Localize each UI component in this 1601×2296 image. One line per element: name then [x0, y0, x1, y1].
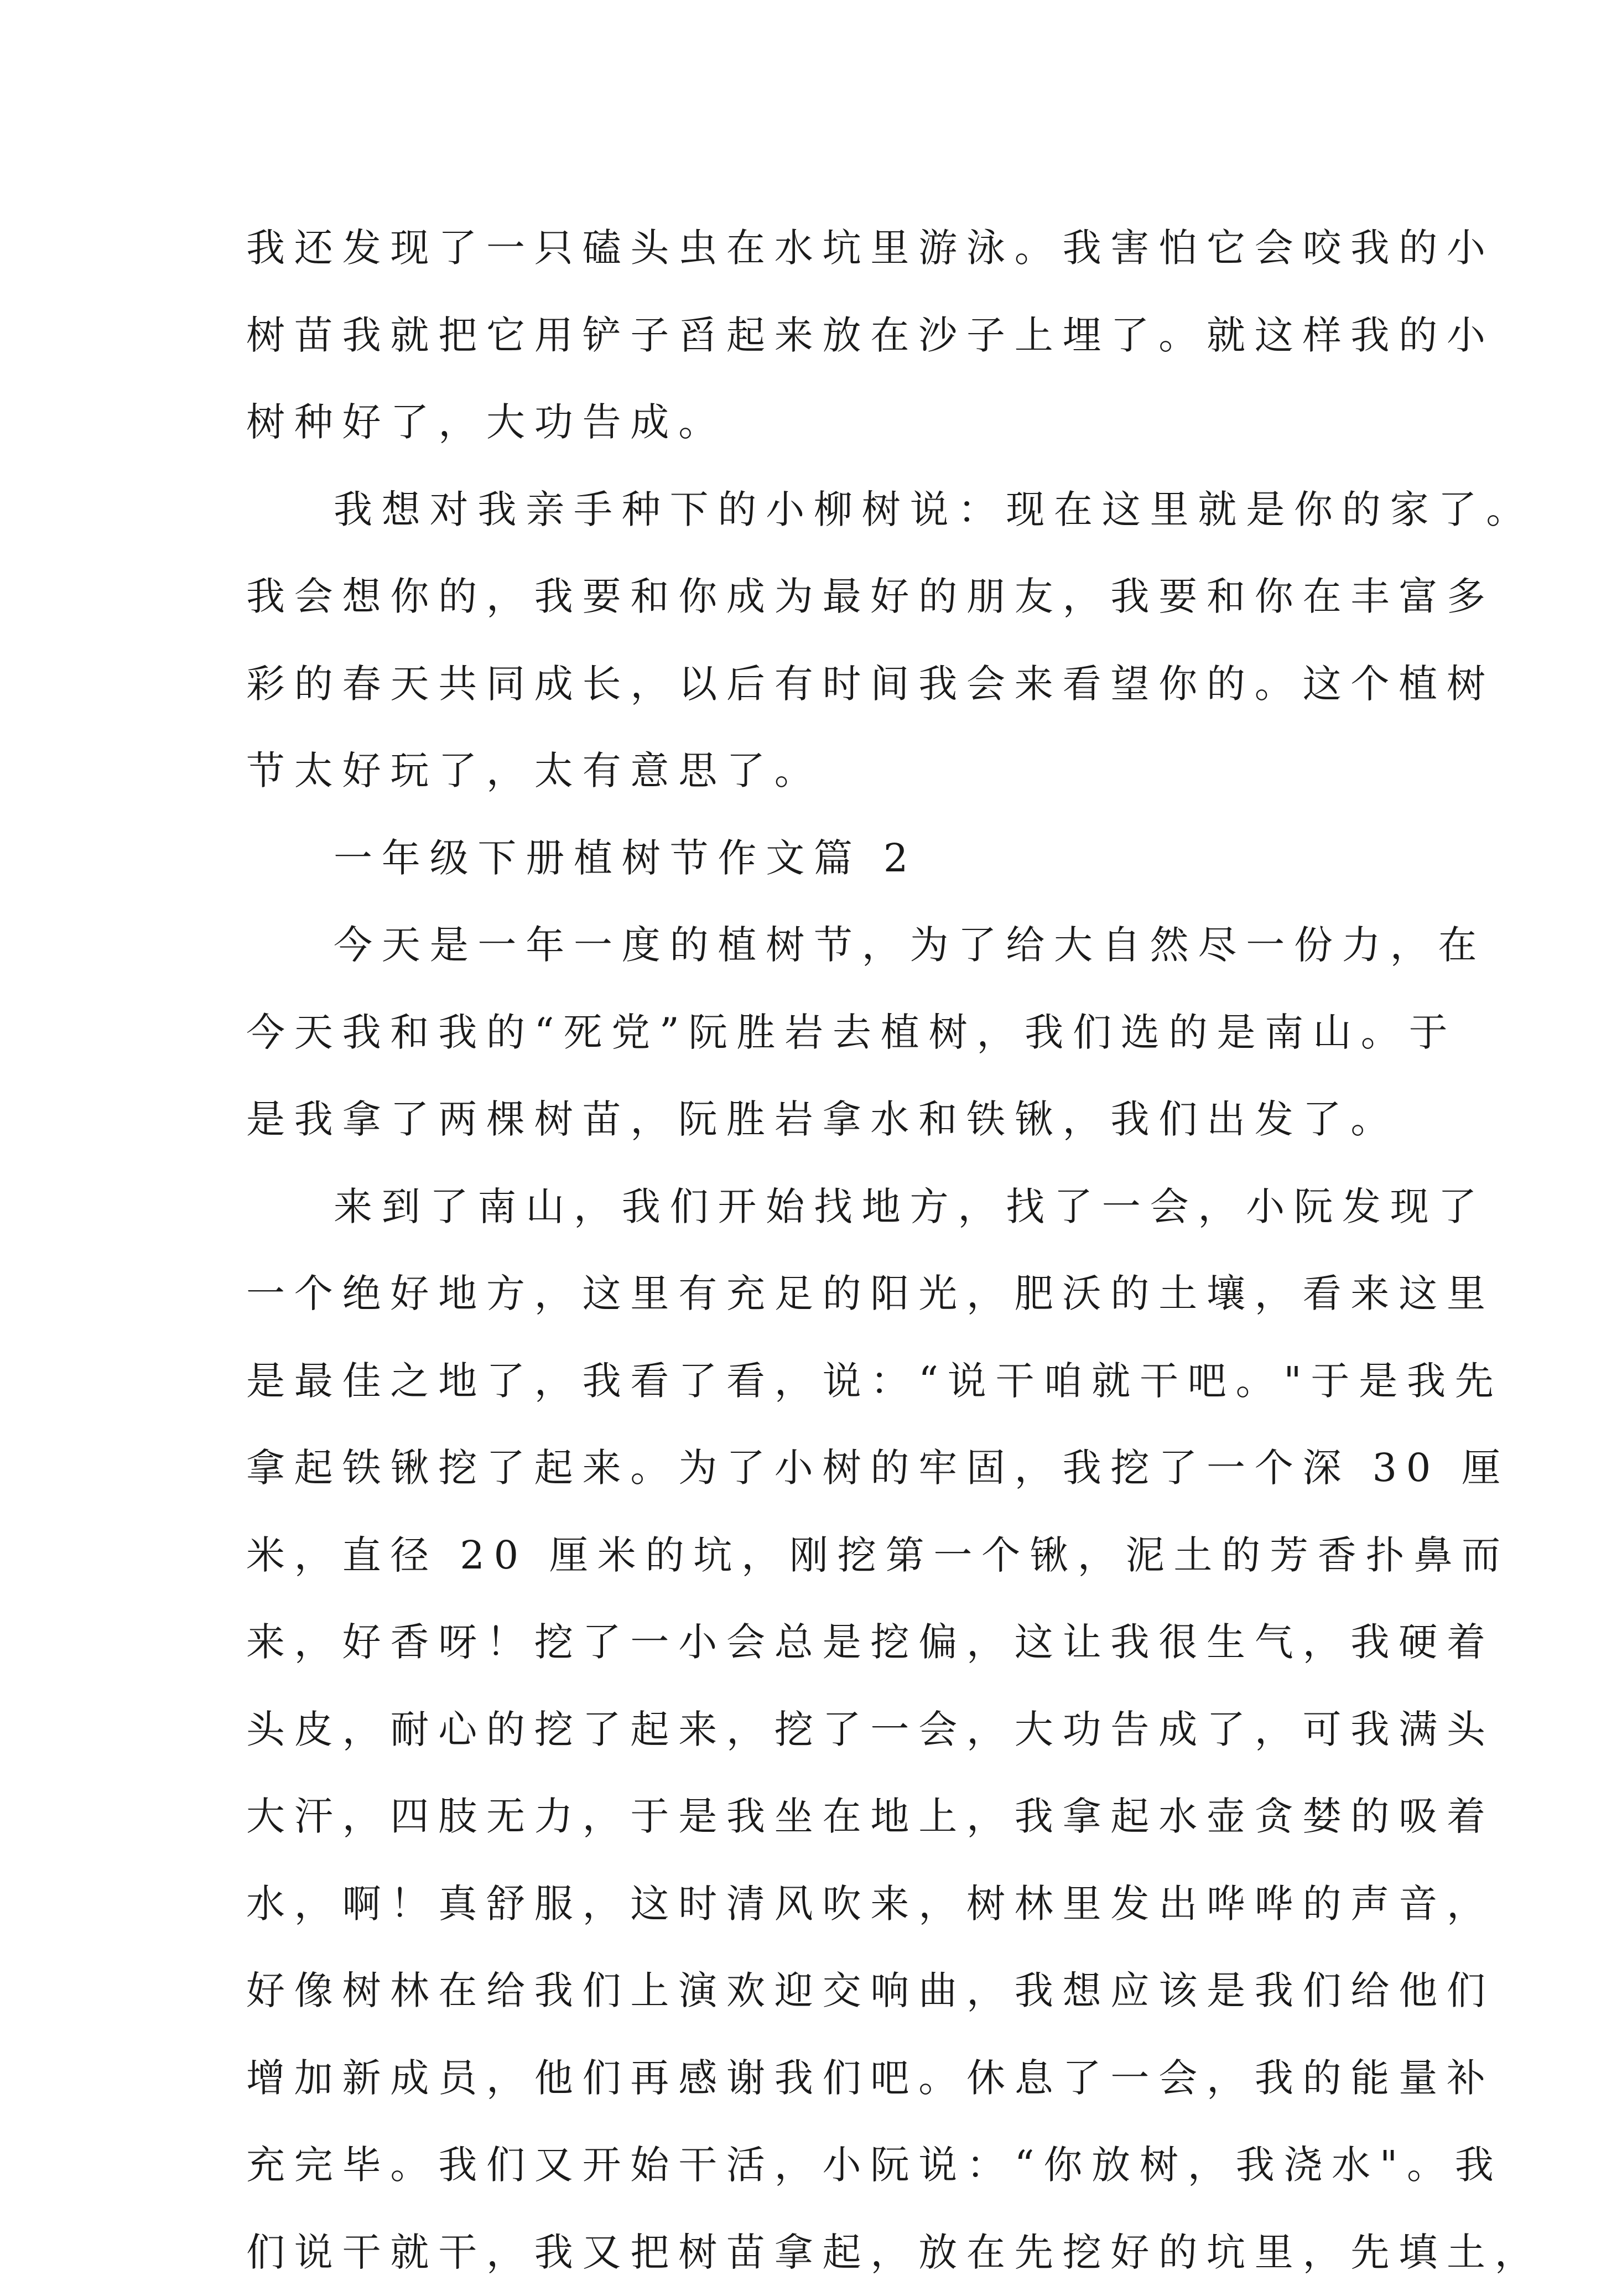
text-line: 一个绝好地方，这里有充足的阳光，肥沃的土壤，看来这里 — [246, 1250, 1353, 1338]
paragraph-start-line: 我想对我亲手种下的小柳树说：现在这里就是你的家了。 — [246, 466, 1353, 554]
text-line: 来，好香呀！挖了一小会总是挖偏，这让我很生气，我硬着 — [246, 1599, 1353, 1686]
text-line: 大汗，四肢无力，于是我坐在地上，我拿起水壶贪婪的吸着 — [246, 1773, 1353, 1861]
text-line: 我还发现了一只磕头虫在水坑里游泳。我害怕它会咬我的小 — [246, 205, 1353, 292]
paragraph-start-line: 今天是一年一度的植树节，为了给大自然尽一份力，在 — [246, 902, 1353, 989]
text-line: 节太好玩了，太有意思了。 — [246, 728, 1353, 815]
text-line: 今天我和我的“死党”阮胜岩去植树，我们选的是南山。于 — [246, 989, 1353, 1077]
text-line: 我会想你的，我要和你成为最好的朋友，我要和你在丰富多 — [246, 553, 1353, 641]
text-line: 水，啊！真舒服，这时清风吹来，树林里发出哗哗的声音， — [246, 1861, 1353, 1948]
text-line: 是我拿了两棵树苗，阮胜岩拿水和铁锹，我们出发了。 — [246, 1076, 1353, 1163]
paragraph-start-line: 来到了南山，我们开始找地方，找了一会，小阮发现了 — [246, 1163, 1353, 1251]
text-line: 树苗我就把它用铲子舀起来放在沙子上埋了。就这样我的小 — [246, 292, 1353, 380]
text-line: 米，直径 20 厘米的坑，刚挖第一个锹，泥土的芳香扑鼻而 — [246, 1512, 1353, 1599]
text-line: 拿起铁锹挖了起来。为了小树的牢固，我挖了一个深 30 厘 — [246, 1425, 1353, 1512]
text-line: 头皮，耐心的挖了起来，挖了一会，大功告成了，可我满头 — [246, 1686, 1353, 1774]
text-line: 们说干就干，我又把树苗拿起，放在先挖好的坑里，先填土， — [246, 2209, 1353, 2296]
text-line: 彩的春天共同成长，以后有时间我会来看望你的。这个植树 — [246, 641, 1353, 728]
text-line: 是最佳之地了，我看了看，说：“说干咱就干吧。"于是我先 — [246, 1338, 1353, 1425]
text-line: 增加新成员，他们再感谢我们吧。休息了一会，我的能量补 — [246, 2035, 1353, 2122]
body-text — [246, 205, 1353, 2296]
text-line: 充完毕。我们又开始干活，小阮说：“你放树，我浇水"。我 — [246, 2122, 1353, 2209]
text-line: 好像树林在给我们上演欢迎交响曲，我想应该是我们给他们 — [246, 1947, 1353, 2035]
text-line: 树种好了，大功告成。 — [246, 379, 1353, 466]
paragraph-start-line: 一年级下册植树节作文篇 2 — [246, 815, 1353, 902]
